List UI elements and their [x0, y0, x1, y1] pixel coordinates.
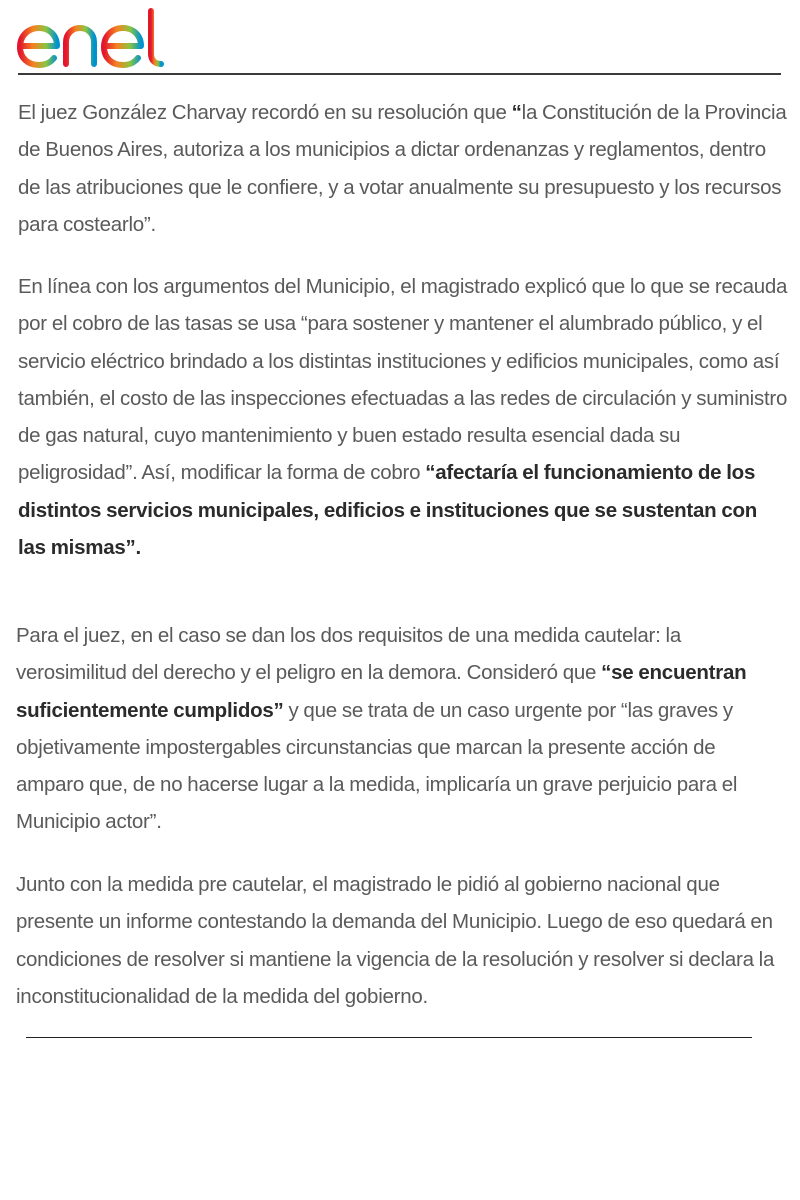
- paragraph-4: [16, 866, 786, 1015]
- p2-bold-quote: “afectaría el funcionamiento de los distintos servicios municipales, edificios e instituciones que se sustentan con las mismas”.: [18, 461, 758, 560]
- p1-text-2: la Constitución de la Provincia de Buenos Aires, autoriza a los municipios a dictar ordenanzas y reglamentos, dentro de las atribuciones que le confiere, y a votar anualmente su presupuesto y los recursos para costearlo”.: [18, 101, 787, 236]
- paragraph-3: [16, 617, 786, 841]
- p3-text-2: y que se trata de un caso urgente por “las graves y objetivamente impostergables circunstancias que marcan la presente acción de amparo que, de no hacerse lugar a la medida, implicaría un grave perjuicio para el Municipio actor”.: [16, 698, 738, 834]
- p4-text-1: Junto con la medida pre cautelar, el magistrado le pidió al gobierno nacional que presente un informe contestando la demanda del Municipio. Luego de eso quedará en condiciones de resolver si mantiene la vigencia de la resolución y resolver si declara la inconstitucionalidad de la medida del gobierno.: [16, 873, 775, 1008]
- p3-bold-quote: “se encuentran suficientemente cumplidos”: [16, 661, 747, 722]
- paragraph-2: [18, 268, 788, 566]
- p2-text-1: En línea con los argumentos del Municipio, el magistrado explicó que lo que se recauda por el cobro de las tasas se usa “para sostener y mantener el alumbrado público, y el servicio eléctrico brindado a los distintas instituciones y edificios municipales, como así también, el costo de las inspecciones efectuadas a las redes de circulación y suministro de gas natural, cuyo mantenimiento y buen estado resulta esencial dada su peligrosidad”. Así, modificar la forma de cobro: [18, 275, 788, 485]
- footer-divider: [26, 1037, 752, 1038]
- enel-logo: [16, 6, 178, 70]
- paragraph-1: [18, 94, 788, 243]
- header-divider: [18, 73, 781, 75]
- p3-text-1: Para el juez, en el caso se dan los dos requisitos de una medida cautelar: la verosimilitud del derecho y el peligro en la demora. Consideró que: [16, 624, 681, 685]
- p1-bold-quote: “: [511, 101, 522, 124]
- p1-text-1: El juez González Charvay recordó en su resolución que: [18, 101, 512, 124]
- enel-logo-icon: [16, 6, 178, 70]
